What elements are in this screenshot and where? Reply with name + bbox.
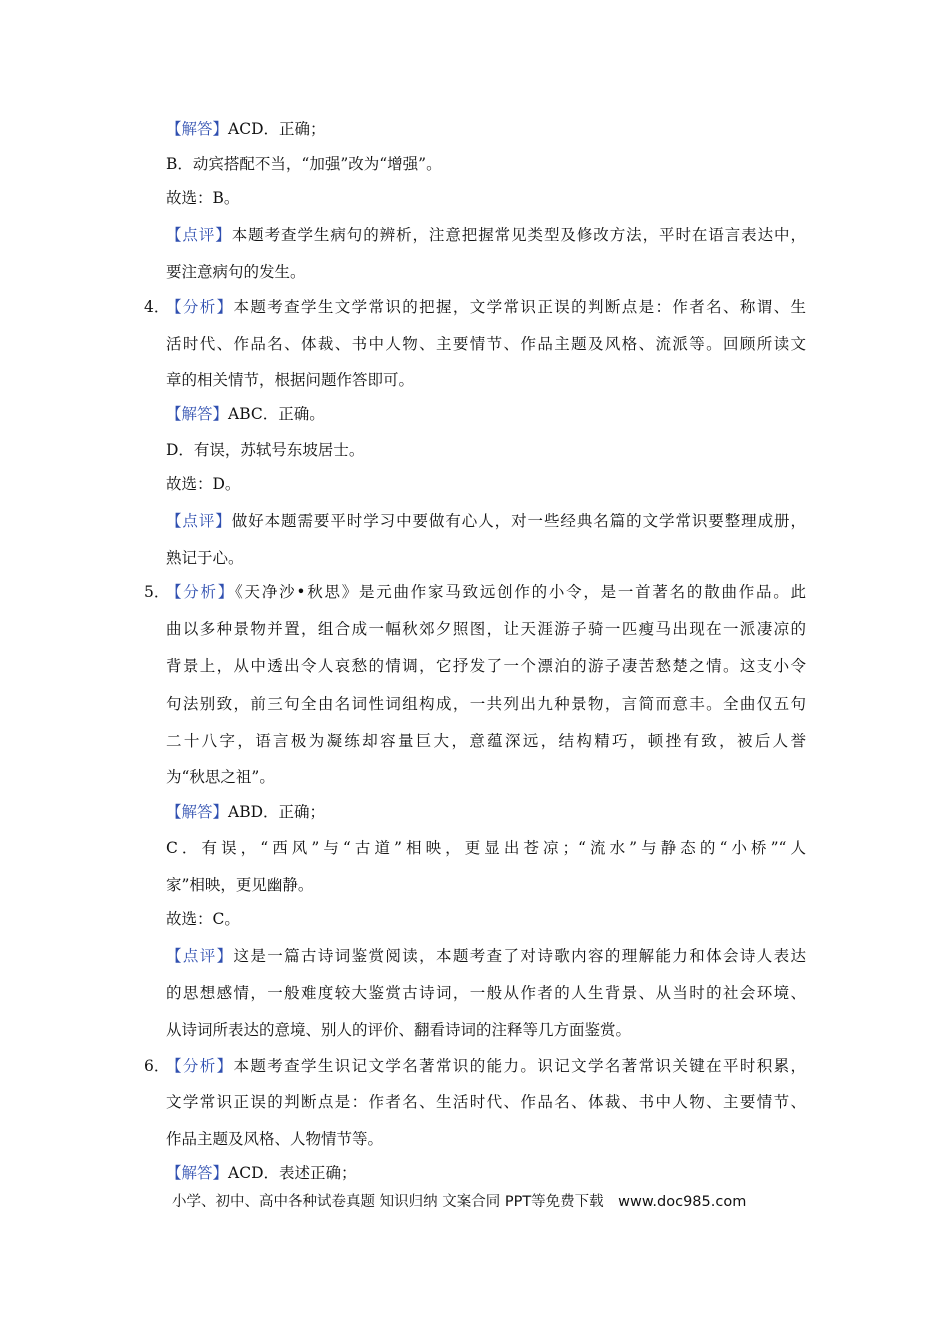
q5-comment-text-1: 这是一篇古诗词鉴赏阅读，本题考查了对诗歌内容的理解能力和体会诗人表达 <box>233 947 806 965</box>
answer-tag: 【解答】 <box>166 1164 229 1182</box>
comment-tag: 【点评】 <box>166 512 232 530</box>
q5-analysis-line-5: 二十八字，语言极为凝练却容量巨大，意蕴深远，结构精巧，顿挫有致，被后人誉 <box>166 732 806 750</box>
q4-analysis-line-1 <box>166 297 806 317</box>
q3-answer-line <box>166 119 326 139</box>
q3-answer-text: ACD．正确； <box>228 120 326 138</box>
q6-analysis-line-3: 作品主题及风格、人物情节等。 <box>166 1130 384 1148</box>
q5-analysis-line-3: 背景上，从中透出令人哀愁的情调，它抒发了一个漂泊的游子凄苦愁楚之情。这支小令 <box>166 657 806 675</box>
q3-choice: 故选：B。 <box>166 189 240 207</box>
q4-analysis-line-2: 活时代、作品名、体裁、书中人物、主要情节、作品主题及风格、流派等。回顾所读文 <box>166 335 806 353</box>
q3-answer-b: B．动宾搭配不当，“加强”改为“增强”。 <box>166 155 442 173</box>
q4-comment-line-2: 熟记于心。 <box>166 549 244 567</box>
q6-answer-line <box>166 1163 357 1183</box>
q5-comment-line-3: 从诗词所表达的意境、别人的评价、翻看诗词的注释等几方面鉴赏。 <box>166 1021 632 1039</box>
q4-number: 4． <box>144 298 170 316</box>
q5-answer-text: ABD．正确； <box>228 803 326 821</box>
q5-analysis-line-6: 为“秋思之祖”。 <box>166 768 275 786</box>
q6-analysis-text-1: 本题考查学生识记文学名著常识的能力。识记文学名著常识关键在平时积累， <box>233 1057 806 1075</box>
q4-answer-line <box>166 404 325 424</box>
q5-analysis-line-1 <box>166 582 806 602</box>
q5-answer-c-line-2: 家”相映，更见幽静。 <box>166 876 314 894</box>
q3-comment-text-1: 本题考查学生病句的辨析，注意把握常见类型及修改方法，平时在语言表达中， <box>231 226 806 244</box>
answer-tag: 【解答】 <box>166 120 229 138</box>
q4-comment-text-1: 做好本题需要平时学习中要做有心人，对一些经典名篇的文学常识要整理成册， <box>231 512 806 530</box>
q5-analysis-line-4: 句法别致，前三句全由名词性词组构成，一共列出九种景物，言简而意丰。全曲仅五句 <box>166 695 806 713</box>
q4-analysis-text-1: 本题考查学生文学常识的把握，文学常识正误的判断点是：作者名、称谓、生 <box>233 298 806 316</box>
q3-comment-line-1 <box>166 225 806 245</box>
q4-choice: 故选：D。 <box>166 475 241 493</box>
analysis-tag: 【分析】 <box>166 583 236 601</box>
q6-analysis-line-2: 文学常识正误的判断点是：作者名、生活时代、作品名、体裁、书中人物、主要情节、 <box>166 1093 806 1111</box>
q5-analysis-text-1: 《天净沙•秋思》是元曲作家马致远创作的小令，是一首著名的散曲作品。此 <box>235 583 806 601</box>
comment-tag: 【点评】 <box>166 226 232 244</box>
q4-analysis-line-3: 章的相关情节，根据问题作答即可。 <box>166 371 415 389</box>
q5-analysis-line-2: 曲以多种景物并置，组合成一幅秋郊夕照图，让天涯游子骑一匹瘦马出现在一派凄凉的 <box>166 620 806 638</box>
q4-answer-d: D．有误，苏轼号东坡居士。 <box>166 441 365 459</box>
q5-answer-line <box>166 802 325 822</box>
q5-number: 5． <box>144 583 170 601</box>
q6-number: 6． <box>144 1057 170 1075</box>
q6-analysis-line-1 <box>166 1056 806 1076</box>
answer-tag: 【解答】 <box>166 405 229 423</box>
q5-answer-c-line-1: C．有误，“西风”与“古道”相映，更显出苍凉；“流水”与静态的“小桥”“人 <box>166 839 806 857</box>
q6-answer-text: ACD．表述正确； <box>228 1164 357 1182</box>
page-footer: 小学、初中、高中各种试卷真题 知识归纳 文案合同 PPT等免费下载 www.doc985.com <box>172 1194 747 1210</box>
q4-comment-line-1 <box>166 511 806 531</box>
q5-comment-line-1 <box>166 946 806 966</box>
analysis-tag: 【分析】 <box>166 298 234 316</box>
answer-tag: 【解答】 <box>166 803 229 821</box>
analysis-tag: 【分析】 <box>166 1057 234 1075</box>
q4-answer-text: ABC．正确。 <box>228 405 325 423</box>
comment-tag: 【点评】 <box>166 947 234 965</box>
q5-choice: 故选：C。 <box>166 910 240 928</box>
q3-comment-line-2: 要注意病句的发生。 <box>166 263 306 281</box>
q5-comment-line-2: 的思想感情，一般难度较大鉴赏古诗词，一般从作者的人生背景、从当时的社会环境、 <box>166 984 806 1002</box>
